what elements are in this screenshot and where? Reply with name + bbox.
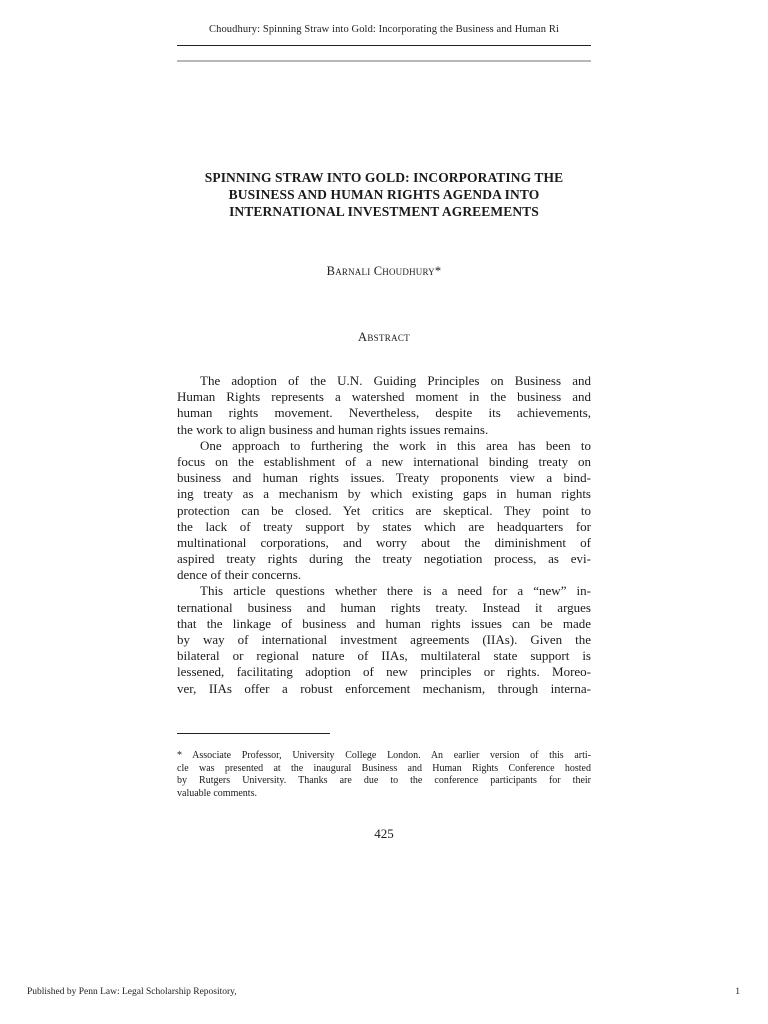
body-line: the work to align business and human rights issues remains. <box>177 421 489 437</box>
body-line: Human Rights represents a watershed moment in the business and <box>177 389 591 405</box>
body-line: business and human rights issues. Treaty proponents view a bind- <box>177 470 591 486</box>
footnote-rule <box>177 733 330 734</box>
body-line: protection can be closed. Yet critics are skeptical. They point to <box>177 502 591 518</box>
footnote-line: cle was presented at the inaugural Business and Human Rights Conference hosted <box>177 762 591 774</box>
body-line: aspired treaty rights during the treaty negotiation process, as evi- <box>177 551 591 567</box>
body-line: focus on the establishment of a new international binding treaty on <box>177 453 591 469</box>
body-line: ternational business and human rights treaty. Instead it argues <box>177 599 591 615</box>
body-line: the lack of treaty support by states which are headquarters for <box>177 518 591 534</box>
abstract-body <box>177 373 591 697</box>
title-line: BUSINESS AND HUMAN RIGHTS AGENDA INTO <box>228 187 540 202</box>
footnote-line: valuable comments. <box>177 787 257 799</box>
body-line: by way of international investment agreements (IIAs). Given the <box>177 632 591 647</box>
abstract-heading: Abstract <box>358 330 410 344</box>
pdf-page-number: 1 <box>735 987 740 997</box>
body-line: bilateral or regional nature of IIAs, multilateral state support is <box>177 648 591 664</box>
body-line: lessened, facilitating adoption of new principles or rights. Moreo- <box>177 664 591 680</box>
published-by-footer: Published by Penn Law: Legal Scholarship Repository, <box>27 987 237 997</box>
footnote-line: * Associate Professor, University College London. An earlier version of this arti- <box>177 750 591 761</box>
body-line: dence of their concerns. <box>177 567 302 583</box>
header-gray-rule <box>177 60 591 62</box>
body-line: ing treaty as a mechanism by which existing gaps in human rights <box>177 486 591 502</box>
body-line: The adoption of the U.N. Guiding Principles on Business and <box>200 373 591 388</box>
body-line: One approach to furthering the work in this area has been to <box>200 437 591 453</box>
footnote-line: by Rutgers University. Thanks are due to the conference participants for their <box>177 775 591 786</box>
page-number: 425 <box>374 826 394 841</box>
author-name: Barnali Choudhury* <box>326 264 442 278</box>
running-header: Choudhury: Spinning Straw into Gold: Incorporating the Business and Human Ri <box>209 24 559 35</box>
article-title <box>177 169 591 220</box>
body-line: human rights movement. Nevertheless, despite its achievements, <box>177 405 591 421</box>
body-line: This article questions whether there is a need for a “new” in- <box>200 583 591 599</box>
title-line: SPINNING STRAW INTO GOLD: INCORPORATING THE <box>204 170 564 185</box>
body-line: that the linkage of business and human rights issues can be made <box>177 615 591 631</box>
body-line: multinational corporations, and worry about the diminishment of <box>177 534 591 550</box>
header-rule <box>177 45 591 46</box>
footnote <box>177 750 591 800</box>
title-line: INTERNATIONAL INVESTMENT AGREEMENTS <box>229 204 539 219</box>
body-line: ver, IIAs offer a robust enforcement mechanism, through interna- <box>177 680 591 696</box>
